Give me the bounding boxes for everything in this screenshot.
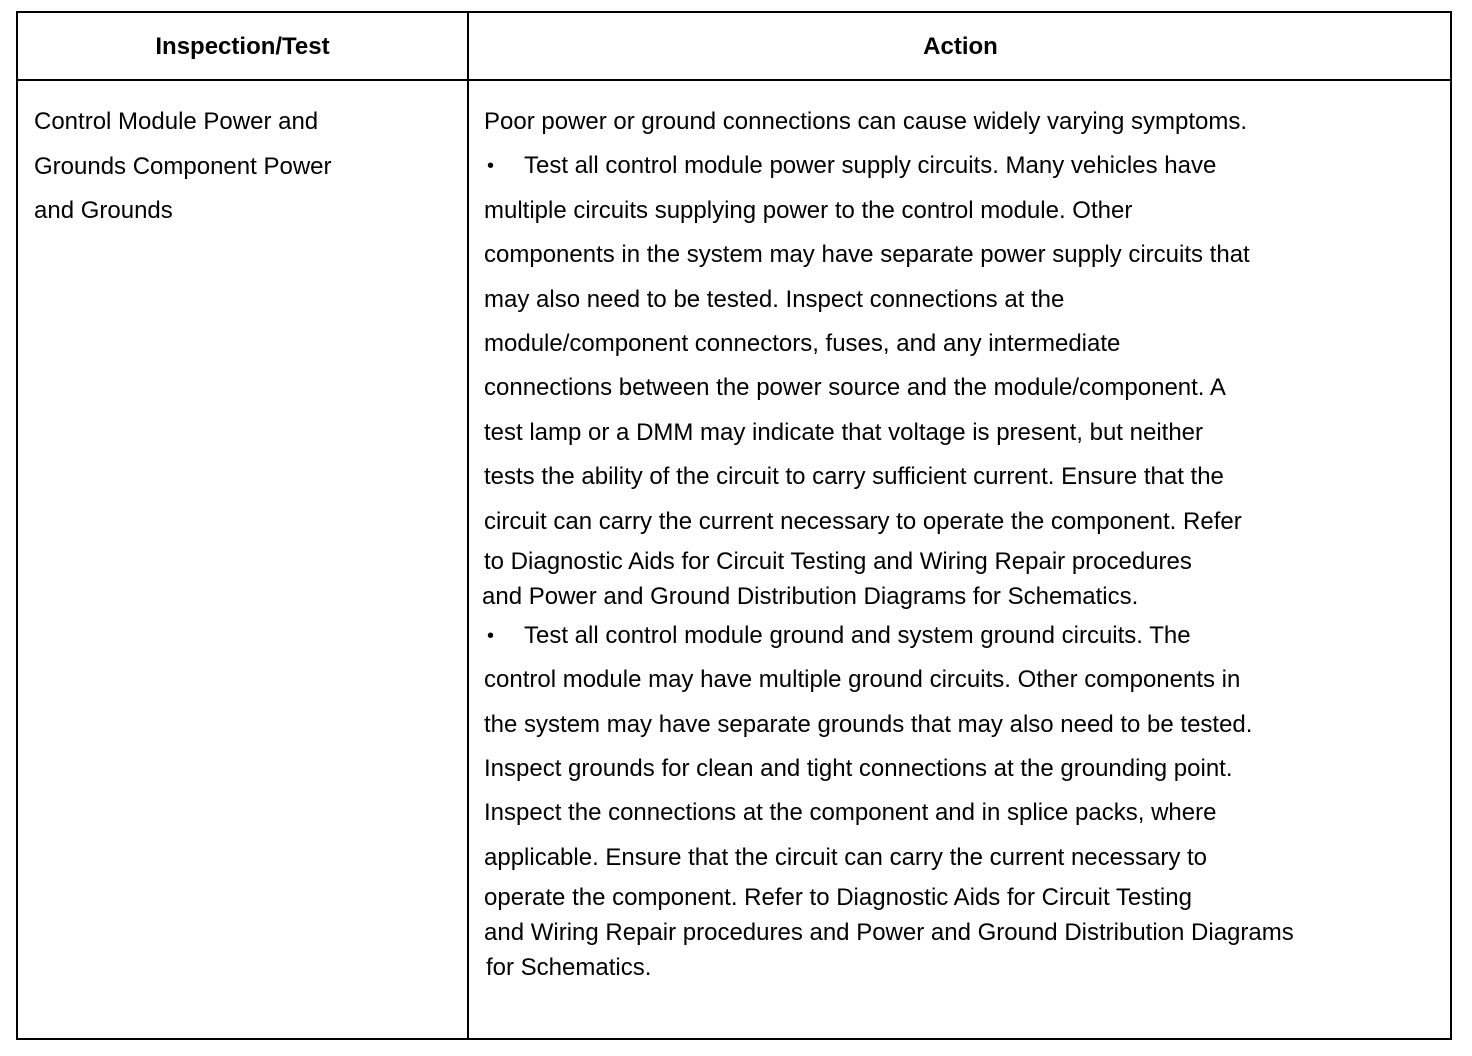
header-action: Action (923, 33, 998, 60)
action-intro-line: Poor power or ground connections can cause widely varying symptoms. (484, 108, 1248, 135)
action-line: circuit can carry the current necessary to operate the component. Refer (484, 507, 1242, 535)
action-line: components in the system may have separate power supply circuits that (484, 241, 1250, 269)
action-line: tests the ability of the circuit to carry sufficient current. Ensure that the (484, 463, 1224, 491)
action-line: test lamp or a DMM may indicate that voltage is present, but neither (484, 418, 1204, 446)
inspection-line: Grounds Component Power (34, 152, 332, 180)
header-inspection-test: Inspection/Test (155, 33, 330, 60)
action-line: multiple circuits supplying power to the control module. Other (484, 196, 1133, 224)
action-line: module/component connectors, fuses, and any intermediate (484, 329, 1121, 357)
action-line: the system may have separate grounds that may also need to be tested. (484, 710, 1253, 738)
action-line: and Power and Ground Distribution Diagrams for Schematics. (482, 582, 1139, 610)
inspection-action-table (16, 11, 1452, 1040)
action-bullet-ground: • Test all control module ground and system ground circuits. The (484, 614, 1444, 658)
inspection-line: and Grounds (34, 197, 173, 224)
inspection-cell (34, 100, 454, 234)
header-divider (18, 79, 1450, 81)
action-line: control module may have multiple ground circuits. Other components in (484, 666, 1241, 694)
action-bullet-power: • Test all control module power supply circuits. Many vehicles have (484, 144, 1444, 188)
action-line: operate the component. Refer to Diagnostic Aids for Circuit Testing (484, 884, 1192, 912)
action-line: applicable. Ensure that the circuit can carry the current necessary to (484, 843, 1208, 871)
action-line: and Wiring Repair procedures and Power and Ground Distribution Diagrams (484, 919, 1294, 947)
column-divider (467, 13, 469, 1038)
inspection-line: Control Module Power and (34, 108, 319, 135)
action-cell (484, 100, 1444, 985)
action-line: to Diagnostic Aids for Circuit Testing and Wiring Repair procedures (484, 547, 1192, 575)
action-line: Inspect the connections at the component and in splice packs, where (484, 799, 1217, 827)
action-line: for Schematics. (486, 954, 652, 982)
action-line: Inspect grounds for clean and tight connections at the grounding point. (484, 755, 1233, 783)
action-line: connections between the power source and the module/component. A (484, 374, 1226, 402)
action-line: may also need to be tested. Inspect connections at the (484, 285, 1065, 313)
